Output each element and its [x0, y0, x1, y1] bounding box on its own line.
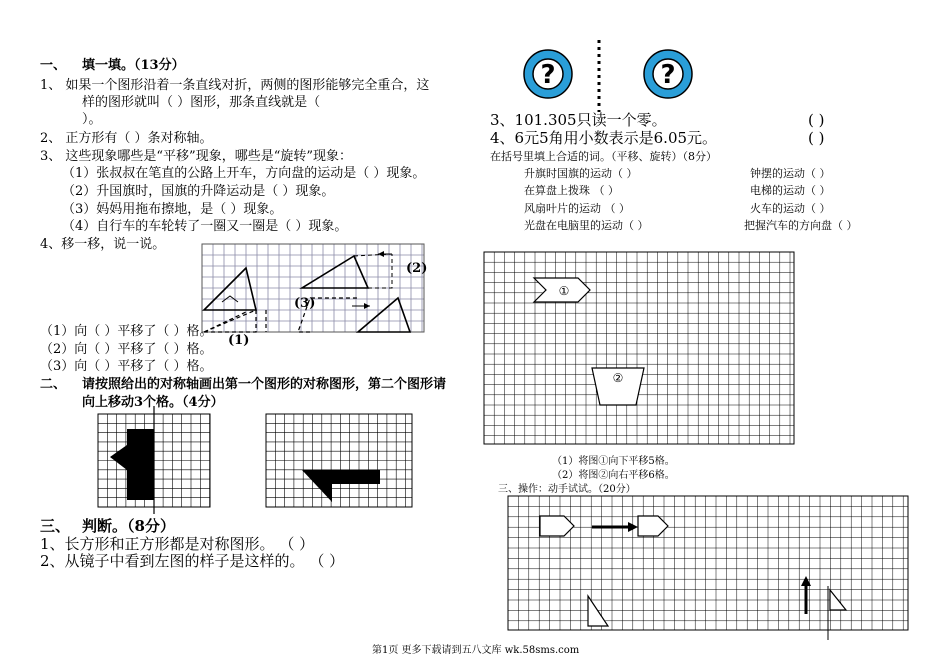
q1-line3: ）。 [82, 112, 102, 127]
section3-number: 三、 [40, 517, 71, 535]
judge-item-4-paren: ( ) [808, 129, 825, 147]
q3-item-1: （1）张叔叔在笔直的公路上开车，方向盘的运动是（ ）现象。 [62, 166, 426, 181]
translation-grid-large [484, 252, 794, 444]
translation-grid [202, 244, 424, 332]
operation-heading: 三、操作：动手试试。（20分） [498, 484, 636, 495]
q3-item-3: （3）妈妈用拖布擦地，是（ ）现象。 [62, 202, 283, 217]
triangle-shape-3 [358, 298, 410, 332]
fill-right-3: 火车的运动（ ） [750, 202, 831, 215]
instruction-1: （1）将图①向下平移5格。 [552, 456, 675, 467]
judge-item-3-paren: ( ) [808, 111, 825, 129]
q4-item-3: （3）向（ ）平移了（ ）格。 [40, 359, 213, 374]
question-mark-icon [640, 46, 696, 102]
judge-item-4: 4、6元5角用小数表示是6.05元。 [490, 129, 718, 147]
question-mark-icon [520, 46, 576, 102]
q4-item-1: （1）向（ ）平移了（ ）格。 [40, 324, 213, 339]
fill-heading: 在括号里填上合适的词。（平移、旋转）（8分） [490, 150, 717, 163]
svg-text:①: ① [558, 284, 570, 298]
instruction-2: （2）将图②向右平移6格。 [552, 470, 675, 481]
fill-right-2: 电梯的运动（ ） [750, 184, 831, 197]
section1-number: 一、 [40, 58, 67, 73]
section2-title-line2: 向上移动3个格。（4分） [82, 395, 224, 410]
section3-title: 判断。（8分） [82, 517, 175, 535]
section2-number: 二、 [40, 377, 67, 392]
svg-text:?: ? [540, 60, 556, 90]
fill-left-2: 在算盘上拨珠 （ ） [524, 184, 619, 197]
svg-text:?: ? [660, 60, 676, 90]
pentagon-shape-original [540, 516, 574, 536]
fill-left-4: 光盘在电脑里的运动（ ） [524, 219, 649, 232]
pentagon-shape-moved [638, 516, 668, 536]
triangle-shape-1 [204, 268, 256, 310]
operation-grid [508, 496, 908, 630]
shape-label-2: (2) [406, 261, 428, 276]
q4: 4、移一移，说一说。 [40, 237, 166, 252]
move-up-grid [266, 414, 412, 507]
q3: 3、 这些现象哪些是“平移”现象，哪些是“旋转”现象： [40, 149, 352, 164]
symmetry-grid [98, 414, 210, 507]
section2-title-line1: 请按照给出的对称轴画出第一个图形的对称图形，第二个图形请 [82, 377, 447, 392]
q2: 2、 正方形有（ ）条对称轴。 [40, 131, 213, 146]
section1-title: 填一填。（13分） [82, 58, 185, 73]
fill-left-1: 升旗时国旗的运动（ ） [524, 167, 638, 180]
svg-text:②: ② [612, 371, 624, 385]
judge-item-3: 3、101.305只读一个零。 [490, 111, 667, 129]
q1-line1: 1、 如果一个图形沿着一条直线对折，两侧的图形能够完全重合，这 [40, 78, 430, 93]
judge-item-2: 2、从镜子中看到左图的样子是这样的。 （ ） [40, 552, 345, 570]
q3-item-4: （4）自行车的车轮转了一圈又一圈是（ ）现象。 [62, 219, 348, 234]
triangle-shape-lower [588, 596, 608, 626]
fill-right-1: 钟摆的运动（ ） [750, 167, 831, 180]
q4-item-2: （2）向（ ）平移了（ ）格。 [40, 342, 213, 357]
judge-item-1: 1、长方形和正方形都是对称图形。 （ ） [40, 535, 315, 553]
dotted-divider [596, 40, 602, 112]
shape-label-1: (1) [228, 333, 250, 348]
fill-right-4: 把握汽车的方向盘（ ） [744, 219, 858, 232]
shape-label-3: (3) [294, 296, 316, 311]
rotation-line [820, 586, 840, 642]
fill-left-3: 风扇叶片的运动 （ ） [524, 202, 630, 215]
q1-line2: 样的图形就叫（ ）图形，那条直线就是（ [82, 95, 321, 110]
q3-item-2: （2）升国旗时，国旗的升降运动是（ ）现象。 [62, 184, 335, 199]
page-footer: 第1页 更多下载请到五八文库 wk.58sms.com [372, 645, 580, 656]
